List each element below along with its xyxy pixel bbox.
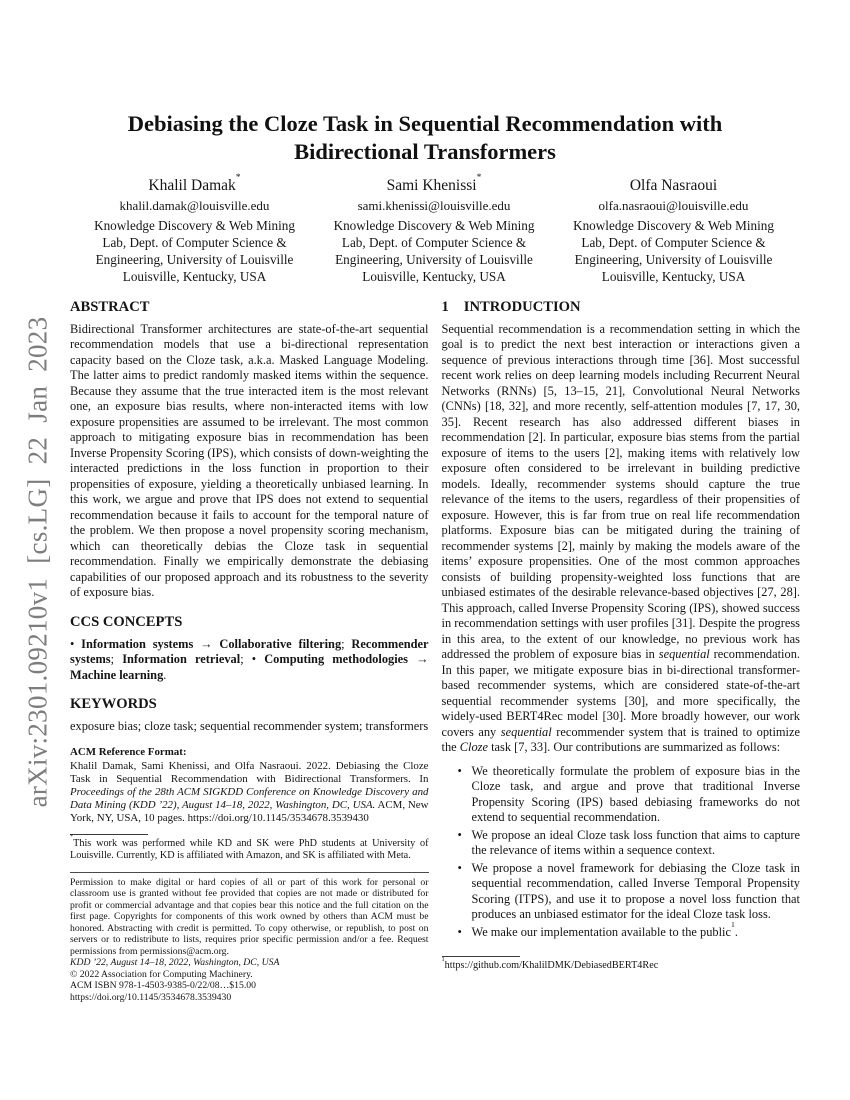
keywords-heading: KEYWORDS — [70, 696, 157, 713]
ccs-heading: CCS CONCEPTS — [70, 613, 183, 630]
right-column — [442, 299, 801, 1059]
introduction-heading — [442, 299, 801, 316]
arxiv-stamp: arXiv:2301.09210v1 [cs.LG] 22 Jan 2023 — [22, 316, 53, 808]
conference-line: KDD ’22, August 14–18, 2022, Washington, DC, USA — [70, 957, 280, 969]
paper-title: Debiasing the Cloze Task in Sequential Recommendation with Bidirectional Transformers — [127, 111, 723, 164]
isbn-line: ACM ISBN 978-1-4503-9385-0/22/08…$15.00 — [70, 980, 256, 992]
acm-reference-text: Khalil Damak, Sami Khenissi, and Olfa Nasraoui. 2022. Debiasing the Cloze Task in Sequential Recommendation with Bidirectional Transformers. In Proceedings of the 28th ACM SIGKDD Conference on Knowledge Discovery and Data Mining (KDD ’22), August 14–18, 2022, Washington, DC, USA. ACM, New York, NY, USA, 10 pages. https://doi.org/10.1145/3534678.3539430 — [70, 759, 429, 824]
contribution-item: • We theoretically formulate the problem of exposure bias in the Cloze task, and argue and prove that traditional Inverse Propensity Scoring (IPS) based debiasing frameworks do not extend to sequential recommendation. — [472, 764, 801, 826]
author-2 — [318, 171, 551, 286]
contributions-list — [442, 764, 801, 941]
keywords-text: exposure bias; cloze task; sequential recommender system; transformers — [70, 719, 429, 734]
author-3-affil-line: Knowledge Discovery & Web Mining — [573, 218, 774, 233]
doi-link[interactable]: https://doi.org/10.1145/3534678.3539430 — [70, 991, 232, 1003]
footnote-rule — [442, 956, 520, 957]
permission-text: Permission to make digital or hard copies of all or part of this work for personal or classroom use is granted without fee provided that copies are not made or distributed for profit or commercial advantage and that copies bear this notice and the full citation on the first page. Copyrights for components of this work owned by others than ACM must be honored. Abstracting with credit is permitted. To copy otherwise, or republish, to post on servers or to redistribute to lists, requires prior specific permission and/or a fee. Request permissions from permissions@acm.org. — [70, 876, 429, 957]
abstract-heading: ABSTRACT — [70, 298, 150, 315]
acm-reference-heading: ACM Reference Format: — [70, 745, 187, 758]
author-3-name: Olfa Nasraoui — [629, 177, 718, 194]
two-column-body — [0, 299, 850, 1059]
left-column — [70, 299, 429, 1059]
author-1-name: Khalil Damak* — [148, 171, 241, 194]
author-1-affil-line: Knowledge Discovery & Web Mining — [94, 218, 295, 233]
author-3-affil-line: Engineering, University of Louisville — [574, 251, 773, 267]
contribution-item: • We propose a novel framework for debiasing the Cloze task in sequential recommendation, called Inverse Temporal Propensity Scoring (ITPS), and use it to propose a novel loss function that produces an unbiased estimator for the ideal Cloze task loss. — [472, 861, 801, 923]
footnote-rule — [70, 834, 148, 835]
author-block — [0, 166, 850, 286]
contribution-item: • We make our implementation available to the public$^1$. — [472, 925, 801, 941]
intro-footnote-block — [442, 956, 801, 973]
author-3-email[interactable]: olfa.nasraoui@louisville.edu — [598, 198, 749, 213]
introduction-text: Sequential recommendation is a recommendation setting in which the goal is to predict the next best interaction or interactions given a sequence of previous interactions through time [36]. Most successful recent work relies on deep learning models including Recurrent Neural Networks (RNNs) [5, 13–15, 21], Convolutional Neural Networks (CNNs) [18, 32], and more recently, self-attention modules [7, 17, 30, 35]. Recent research has also addressed different biases in recommendation [2]. In particular, exposure bias stems from the partial exposure of items to the users [2], making items with relatively low exposure often considered to be irrelevant in building predictive models. Ideally, recommender systems should capture the true relevance of the items to the users, regardless of their propensities of exposure. However, this is far from true on real life recommendation platforms. Exposure bias can be mitigated during the training of recommender systems [2], mainly by making the models aware of the items’ exposure propensities. One of the most common approaches consists of building propensity-weighted loss functions that are unbiased estimates of the desirable relevance-based objectives [27, 28]. This approach, called Inverse Propensity Scoring (IPS), showed success in recommendation settings with user profiles [31]. Despite the progress in this area, to the extent of our knowledge, no previous work has addressed the problem of exposure bias in sequential recommendation. In this paper, we mitigate exposure bias in bi-directional transformer-based recommender systems, which are considered state-of-the-art sequential recommender systems [30], and more specifically, the widely-used BERT4Rec model [30]. More broadly however, our work covers any sequential recommender system that is trained to optimize the Cloze task [7, 33]. Our contributions are summarized as follows: — [441, 321, 800, 755]
section-label: INTRODUCTION — [463, 298, 581, 315]
author-1-affil-line: Engineering, University of Louisville — [95, 251, 294, 267]
author-2-affil-line: Knowledge Discovery & Web Mining — [333, 218, 535, 233]
copyright-block — [70, 872, 429, 1004]
section-number: 1 — [441, 298, 449, 315]
author-2-email[interactable]: sami.khenissi@louisville.edu — [357, 198, 511, 213]
author-1-affil-line: Louisville, Kentucky, USA — [122, 268, 267, 284]
contribution-item: • We propose an ideal Cloze task loss function that aims to capture the relevance of items within a sequence context. — [472, 828, 801, 859]
github-link[interactable]: $^1$https://github.com/KhalilDMK/DebiasedBERT4Rec — [441, 955, 659, 972]
paper-header — [0, 0, 850, 286]
author-1 — [78, 171, 311, 286]
author-1-email[interactable]: khalil.damak@louisville.edu — [119, 198, 270, 213]
author-2-affil-line: Lab, Dept. of Computer Science & — [341, 234, 527, 250]
author-3-affil-line: Lab, Dept. of Computer Science & — [581, 234, 766, 250]
author-3 — [557, 176, 790, 286]
author-footnote: *This work was performed while KD and SK were PhD students at University of Louisville. Currently, KD is affiliated with Amazon, and SK is affiliated with Meta. — [70, 833, 429, 862]
author-2-name: Sami Khenissi* — [386, 171, 482, 194]
abstract-text: Bidirectional Transformer architectures are state-of-the-art sequential recommendation models that use a bi-directional representation capacity based on the Cloze task, a.k.a. Masked Language Modeling. The latter aims to predict randomly masked items within the sequence. Because they assume that the true interacted item is the most relevant one, an exposure bias results, where non-interacted items with low exposure propensities are assumed to be irrelevant. The most common approach to mitigating exposure bias in recommendation has been Inverse Propensity Scoring (IPS), which consists of down-weighting the interacted predictions in the loss function in proportion to their propensities of exposure, yielding a theoretically unbiased learning. In this work, we argue and prove that IPS does not extend to sequential recommendation because it fails to account for the temporal nature of the problem. We then propose a novel propensity scoring mechanism, which can theoretically debias the Cloze task in sequential recommendation. Finally we empirically demonstrate the debiasing capabilities of our proposed approach and its robustness to the severity of exposure bias. — [70, 321, 429, 600]
copyright-line: © 2022 Association for Computing Machinery. — [70, 968, 253, 980]
author-2-affil-line: Engineering, University of Louisville — [335, 251, 533, 267]
author-3-affil-line: Louisville, Kentucky, USA — [601, 268, 746, 284]
ccs-text: • Information systems → Collaborative filtering; Recommender systems; Information retrieval; • Computing methodologies → Machine learning. — [70, 636, 429, 682]
author-2-affil-line: Louisville, Kentucky, USA — [362, 268, 506, 284]
author-1-affil-line: Lab, Dept. of Computer Science & — [102, 234, 287, 250]
